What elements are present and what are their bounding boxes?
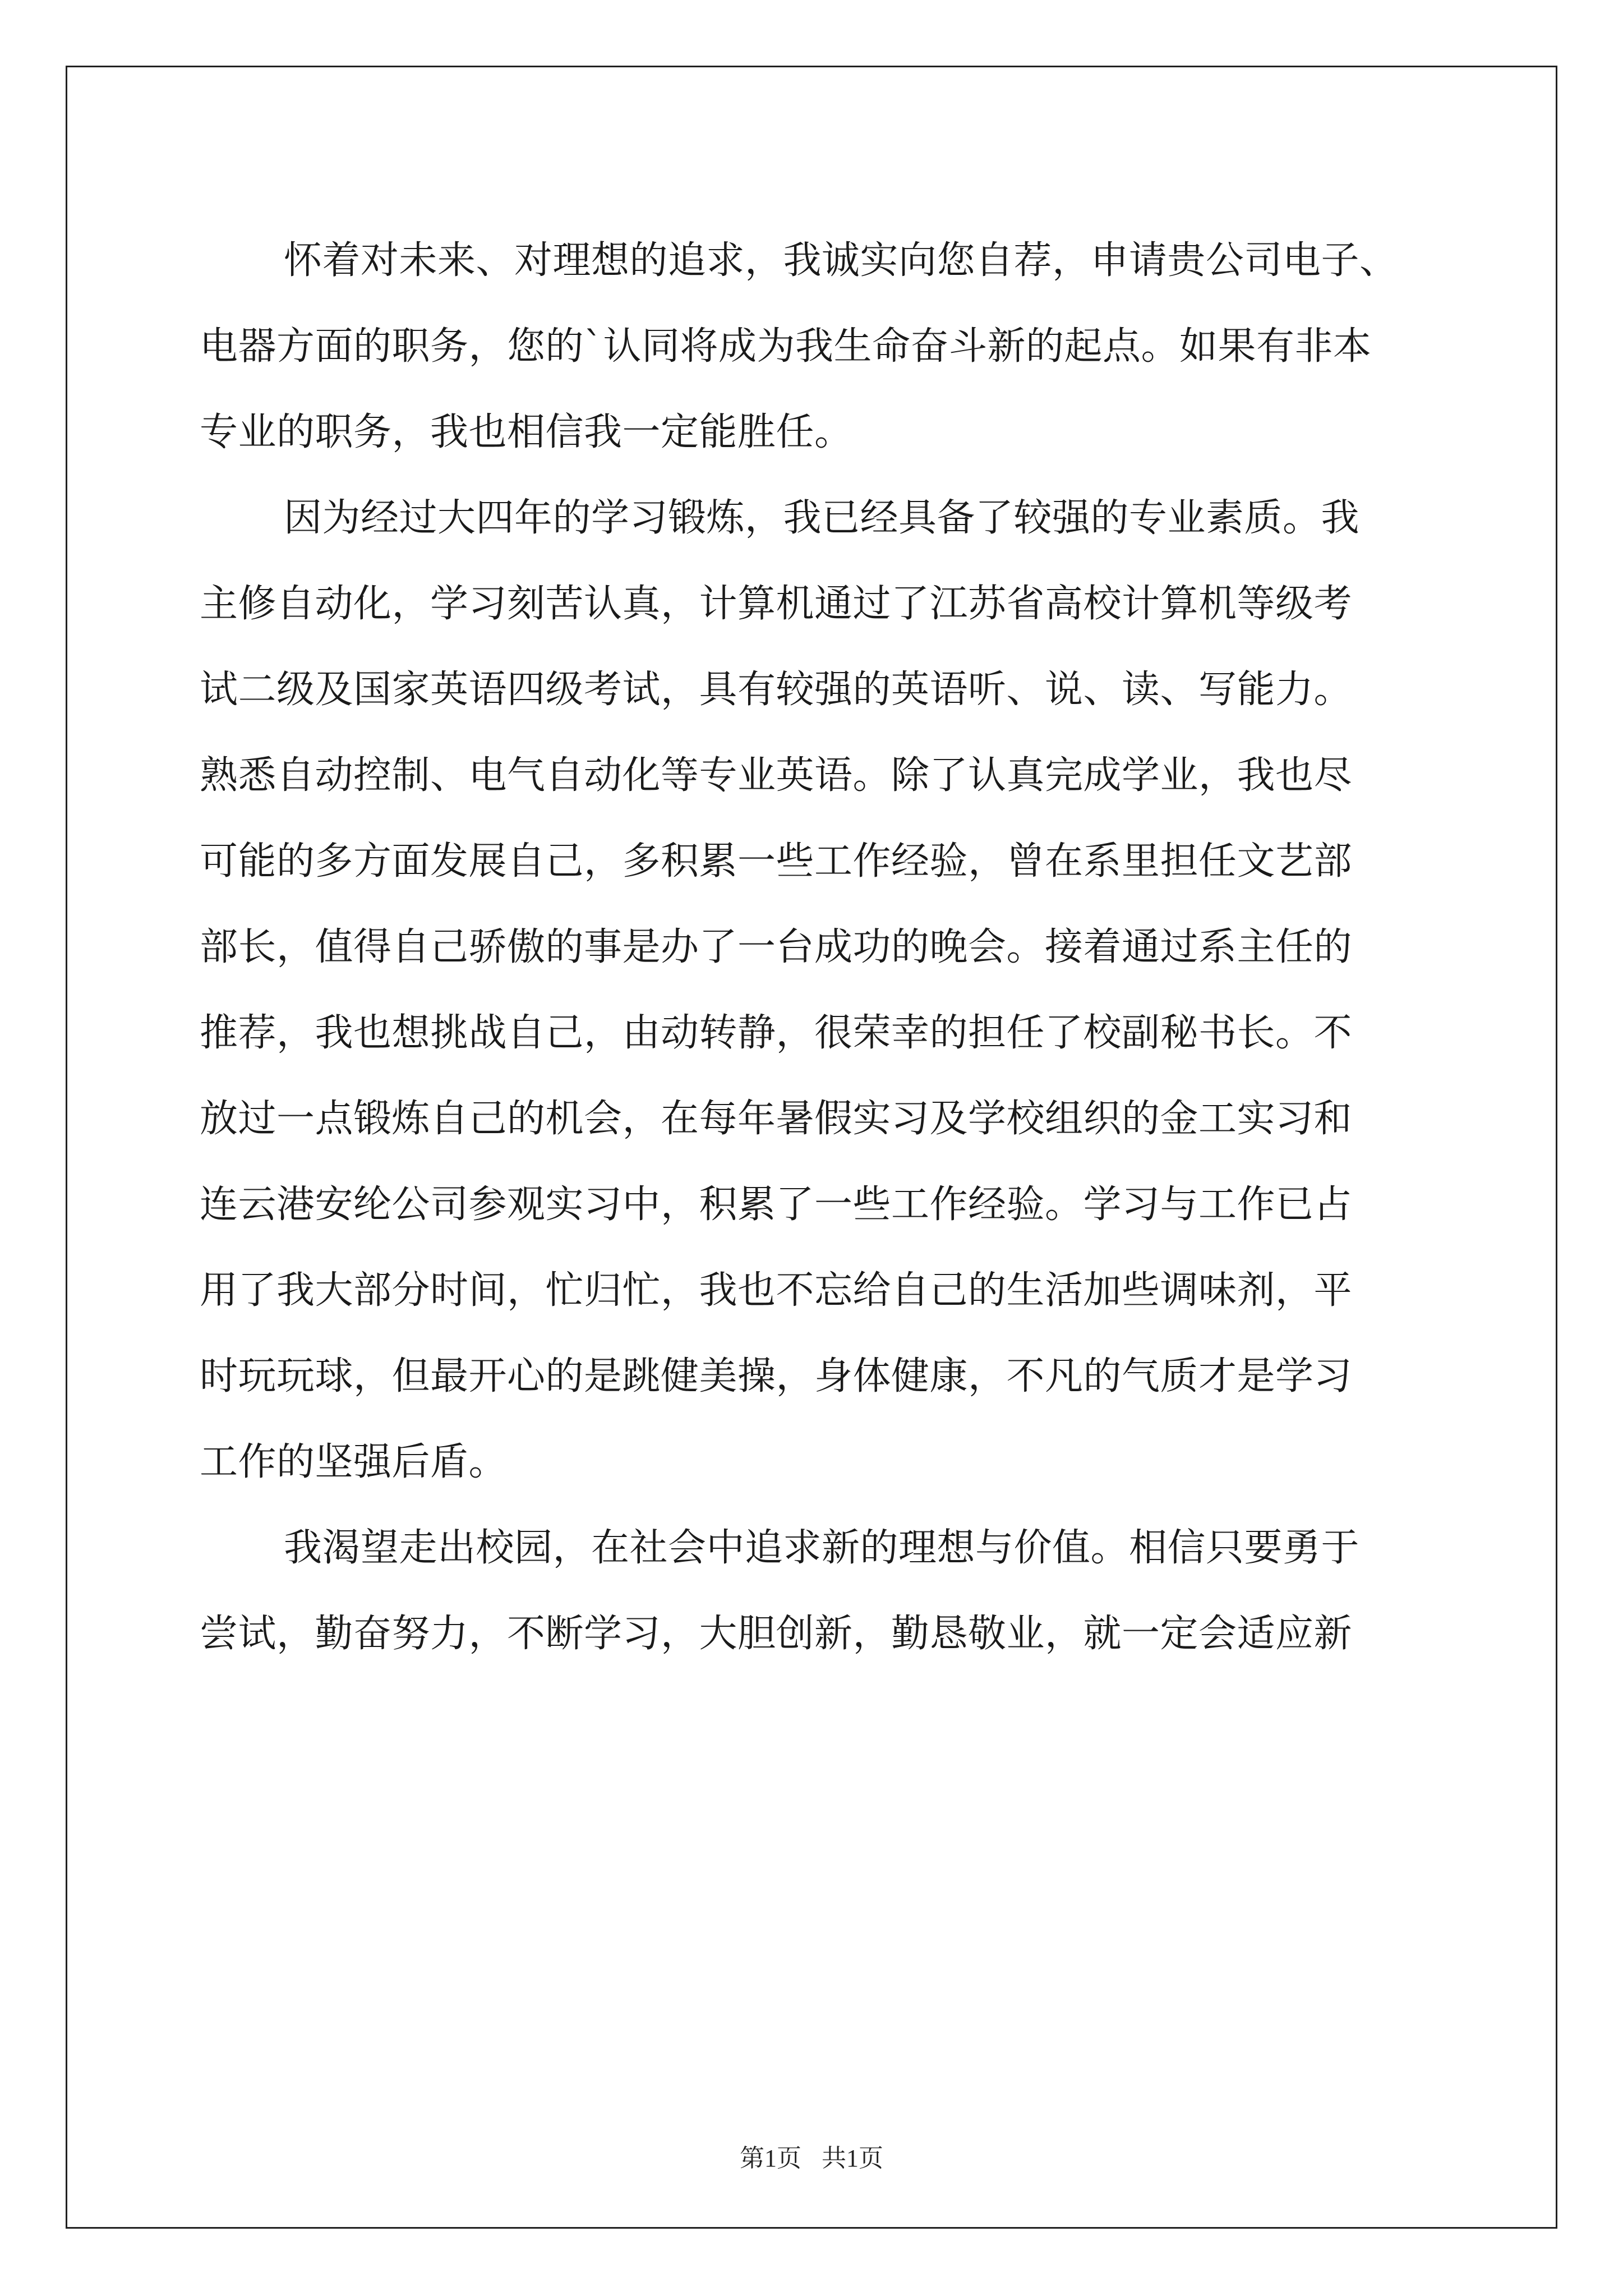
text-line: 电器方面的职务，您的`认同将成为我生命奋斗新的起点。如果有非本 <box>200 324 1372 369</box>
text-line: 工作的坚强后盾。 <box>200 1440 508 1484</box>
document-body <box>200 218 1422 1677</box>
text-line: 试二级及国家英语四级考试，具有较强的英语听、说、读、写能力。 <box>200 668 1353 712</box>
text-line: 怀着对未来、对理想的追求，我诚实向您自荐，申请贵公司电子、 <box>284 238 1398 283</box>
page-footer <box>0 2142 1623 2175</box>
page-total: 共1页 <box>822 2145 883 2172</box>
paragraph-1 <box>200 218 1422 475</box>
text-line: 因为经过大四年的学习锻炼，我已经具备了较强的专业素质。我 <box>284 496 1360 540</box>
text-line: 推荐，我也想挑战自己，由动转静，很荣幸的担任了校副秘书长。不 <box>200 1011 1353 1055</box>
text-line: 我渴望走出校园，在社会中追求新的理想与价值。相信只要勇于 <box>284 1526 1360 1570</box>
text-line: 专业的职务，我也相信我一定能胜任。 <box>200 410 853 454</box>
text-line: 主修自动化，学习刻苦认真，计算机通过了江苏省高校计算机等级考 <box>200 582 1353 626</box>
paragraph-2 <box>200 475 1422 1505</box>
text-line: 用了我大部分时间，忙归忙，我也不忘给自己的生活加些调味剂，平 <box>200 1268 1353 1313</box>
paragraph-3 <box>200 1505 1422 1677</box>
text-line: 可能的多方面发展自己，多积累一些工作经验，曾在系里担任文艺部 <box>200 839 1353 884</box>
text-line: 时玩玩球，但最开心的是跳健美操，身体健康，不凡的气质才是学习 <box>200 1354 1353 1398</box>
page-number: 第1页 <box>740 2145 801 2172</box>
text-line: 部长，值得自己骄傲的事是办了一台成功的晚会。接着通过系主任的 <box>200 925 1353 969</box>
text-line: 尝试，勤奋努力，不断学习，大胆创新，勤恳敬业，就一定会适应新 <box>200 1612 1353 1656</box>
text-line: 放过一点锻炼自己的机会，在每年暑假实习及学校组织的金工实习和 <box>200 1097 1353 1141</box>
text-line: 熟悉自动控制、电气自动化等专业英语。除了认真完成学业，我也尽 <box>200 753 1353 798</box>
text-line: 连云港安纶公司参观实习中，积累了一些工作经验。学习与工作已占 <box>200 1182 1353 1227</box>
